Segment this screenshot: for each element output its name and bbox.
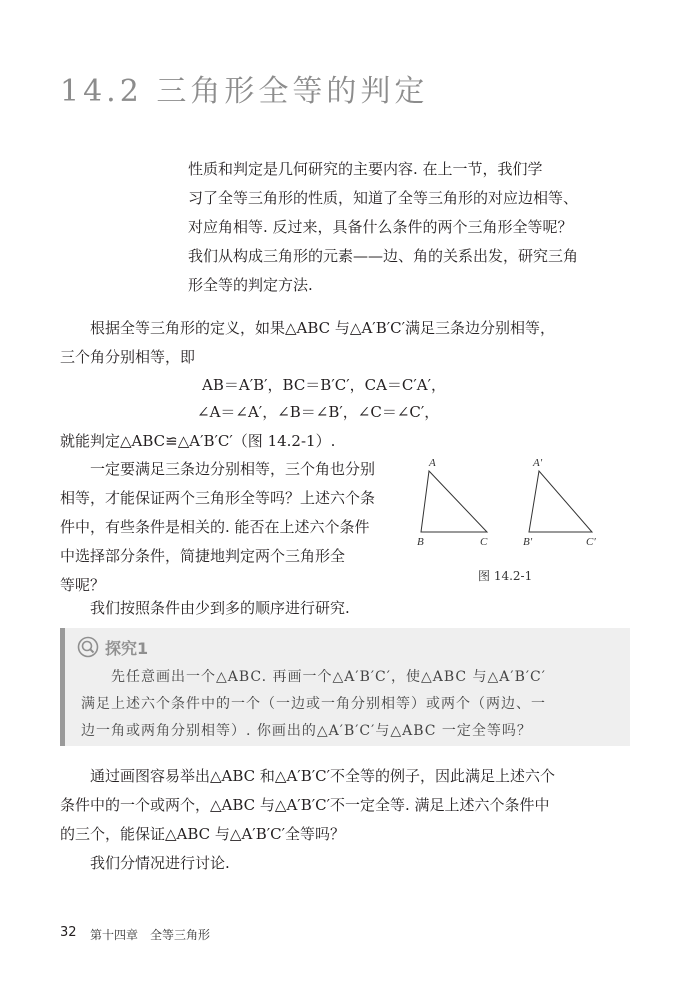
figure-caption: 图 14.2-1 [478, 569, 533, 583]
explore-box [60, 628, 630, 746]
chapter-footer: 第十四章 全等三角形 [90, 928, 211, 942]
label-c-prime: C′ [586, 536, 596, 548]
explore-label: 探究1 [105, 639, 149, 658]
paragraph-line: 等呢？ [60, 576, 106, 594]
paragraph-line: 件中，有些条件是相关的. 能否在上述六个条件 [60, 518, 370, 536]
question-paragraph [60, 455, 375, 600]
intro-line: 我们从构成三角形的元素——边、角的关系出发，研究三角 [188, 247, 579, 265]
paragraph-line: 我们分情况进行讨论. [60, 854, 230, 872]
paragraph-line: 根据全等三角形的定义，如果△ABC 与△A′B′C′满足三条边分别相等， [60, 319, 556, 337]
paragraph-line: 条件中的一个或两个，△ABC 与△A′B′C′不一定全等. 满足上述六个条件中 [60, 796, 550, 814]
section-title: 14.2 三角形全等的判定 [60, 74, 429, 109]
triangle-a1b1c1 [529, 471, 592, 532]
intro-line: 性质和判定是几何研究的主要内容. 在上一节，我们学 [188, 160, 543, 178]
method-line: 我们按照条件由少到多的顺序进行研究. [60, 599, 350, 617]
conclusion-line: 就能判定△ABC≌△A′B′C′（图 14.2-1）. [60, 432, 336, 450]
triangle-abc [421, 471, 487, 532]
explore-text [81, 664, 546, 745]
paragraph-line: 中选择部分条件，简捷地判定两个三角形全 [60, 547, 346, 565]
paragraph-line: 三个角分别相等，即 [60, 348, 196, 366]
triangle-figure [405, 455, 615, 585]
label-b-prime: B′ [523, 536, 533, 548]
paragraph-line: 一定要满足三条边分别相等，三个角也分别 [60, 460, 376, 478]
label-a-prime: A′ [533, 457, 543, 469]
page-number: 32 [60, 925, 77, 940]
explore-line: 边一角或两角分别相等）. 你画出的△A′B′C′与△ABC 一定全等吗？ [81, 723, 532, 739]
label-b: B [417, 536, 424, 548]
intro-line: 形全等的判定方法. [188, 276, 313, 294]
paragraph-line: 相等，才能保证两个三角形全等吗？上述六个条 [60, 489, 376, 507]
definition-paragraph [60, 314, 555, 372]
label-c: C [480, 536, 488, 548]
discussion-paragraph [60, 762, 555, 878]
label-a: A [429, 457, 436, 469]
intro-paragraph [188, 155, 578, 300]
intro-line: 对应角相等. 反过来，具备什么条件的两个三角形全等呢？ [188, 218, 573, 236]
explore-line: 满足上述六个条件中的一个（一边或一角分别相等）或两个（两边、一 [81, 696, 546, 712]
explore-line: 先任意画出一个△ABC. 再画一个△A′B′C′，使△ABC 与△A′B′C′ [81, 669, 546, 685]
side-equalities: AB＝A′B′，BC＝B′C′，CA＝C′A′， [202, 376, 447, 394]
angle-equalities: ∠A＝∠A′，∠B＝∠B′，∠C＝∠C′， [197, 403, 440, 421]
paragraph-line: 的三个，能保证△ABC 与△A′B′C′全等吗？ [60, 825, 346, 843]
intro-line: 习了全等三角形的性质，知道了全等三角形的对应边相等、 [188, 189, 579, 207]
magnifier-icon [77, 636, 99, 658]
paragraph-line: 通过画图容易举出△ABC 和△A′B′C′不全等的例子，因此满足上述六个 [60, 767, 556, 785]
